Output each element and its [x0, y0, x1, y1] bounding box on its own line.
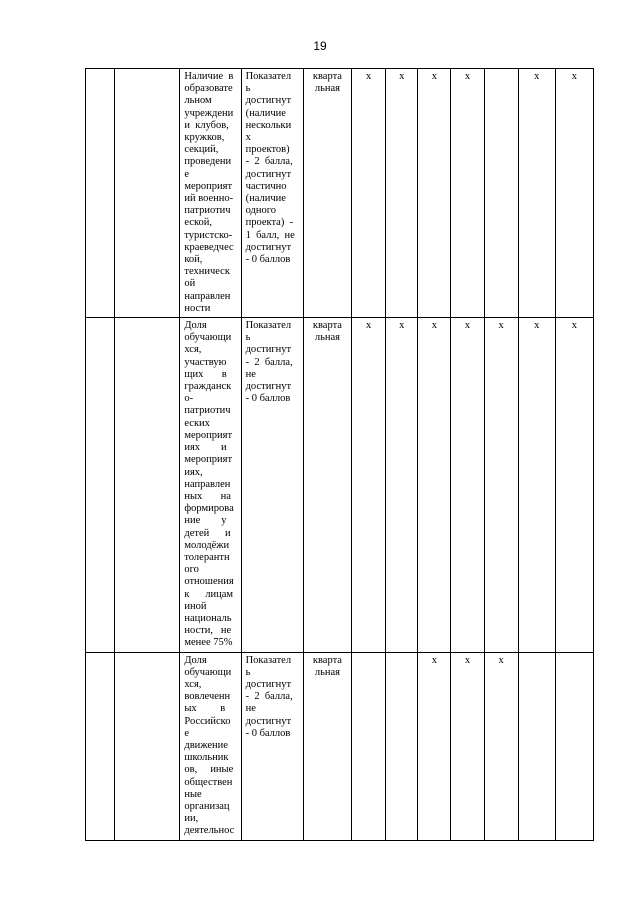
mark-cell: x	[555, 69, 593, 318]
table-row	[86, 652, 594, 840]
criteria-cell: Показател ь достигнут - 2 балла, не достигнут - 0 баллов	[241, 318, 303, 652]
mark-cell	[352, 652, 386, 840]
mark-cell: x	[352, 69, 386, 318]
table-row	[86, 318, 594, 652]
periodicity-cell: кварта льная	[303, 652, 351, 840]
mark-cell: x	[484, 652, 518, 840]
mark-cell	[386, 652, 418, 840]
empty-cell	[86, 69, 115, 318]
empty-cell	[115, 318, 180, 652]
mark-cell	[555, 652, 593, 840]
indicator-name-cell: Наличие в образовате льном учреждени и клубов, кружков, секций, проведени е мероприят ий военно- патриотич еской, туристско- краеведчес кой, техническ ой направлен ности	[180, 69, 241, 318]
empty-cell	[86, 652, 115, 840]
page-number: 19	[313, 39, 327, 53]
periodicity-cell: кварта льная	[303, 69, 351, 318]
indicators-table	[85, 68, 594, 841]
mark-cell: x	[451, 652, 484, 840]
indicator-name-cell: Доля обучающи хся, вовлеченн ых в Российско е движение школьник ов, иные обществен ные организац ии, деятельнос	[180, 652, 241, 840]
mark-cell: x	[418, 318, 451, 652]
mark-cell: x	[451, 318, 484, 652]
mark-cell: x	[555, 318, 593, 652]
mark-cell: x	[518, 69, 555, 318]
criteria-cell: Показател ь достигнут (наличие нескольки х проектов) - 2 балла, достигнут частично (наличие одного проекта) - 1 балл, не достигнут - 0 баллов	[241, 69, 303, 318]
empty-cell	[115, 69, 180, 318]
periodicity-cell: кварта льная	[303, 318, 351, 652]
table-row	[86, 69, 594, 318]
mark-cell: x	[518, 318, 555, 652]
mark-cell	[518, 652, 555, 840]
mark-cell: x	[451, 69, 484, 318]
mark-cell: x	[418, 69, 451, 318]
empty-cell	[86, 318, 115, 652]
mark-cell	[484, 69, 518, 318]
mark-cell: x	[386, 318, 418, 652]
mark-cell: x	[386, 69, 418, 318]
criteria-cell: Показател ь достигнут - 2 балла, не достигнут - 0 баллов	[241, 652, 303, 840]
empty-cell	[115, 652, 180, 840]
mark-cell: x	[418, 652, 451, 840]
mark-cell: x	[352, 318, 386, 652]
mark-cell: x	[484, 318, 518, 652]
indicator-name-cell: Доля обучающи хся, участвую щих в гражданск о- патриотич еских мероприят иях и мероприят иях, направлен ных на формирова ние у детей и молодёжи толерантн ого отношения к лицам иной националь ности, не менее 75%	[180, 318, 241, 652]
